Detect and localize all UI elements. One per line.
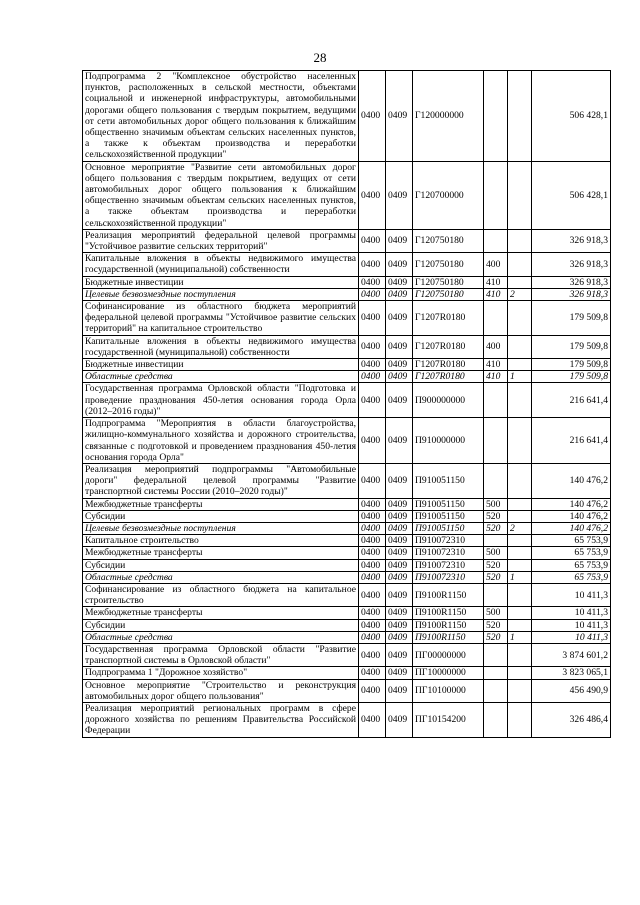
row-expense-type-cell [484, 679, 508, 702]
row-funding-source-cell [508, 583, 532, 606]
row-funding-source-cell [508, 498, 532, 510]
row-funding-source-cell [508, 276, 532, 288]
table-row [83, 522, 611, 534]
row-section-cell: 0400 [359, 418, 386, 464]
row-section-cell: 0400 [359, 463, 386, 498]
row-amount-cell: 3 874 601,2 [532, 643, 611, 666]
row-funding-source-cell [508, 383, 532, 418]
row-funding-source-cell [508, 510, 532, 522]
row-target-cell: П9100R1150 [413, 631, 484, 643]
row-target-cell: Г120700000 [413, 161, 484, 229]
row-name-cell: Межбюджетные трансферты [83, 547, 359, 559]
row-section-cell: 0400 [359, 667, 386, 679]
row-funding-source-cell [508, 301, 532, 336]
row-subsection-cell: 0409 [386, 253, 413, 276]
row-expense-type-cell [484, 667, 508, 679]
row-subsection-cell: 0409 [386, 619, 413, 631]
table-row [83, 679, 611, 702]
row-name-cell: Целевые безвозмездные поступления [83, 522, 359, 534]
row-section-cell: 0400 [359, 276, 386, 288]
row-target-cell: ПГ00000000 [413, 643, 484, 666]
row-target-cell: Г120750180 [413, 253, 484, 276]
row-funding-source-cell [508, 335, 532, 358]
row-target-cell: ПГ10000000 [413, 667, 484, 679]
row-target-cell: ПГ10154200 [413, 702, 484, 737]
row-amount-cell: 326 918,3 [532, 253, 611, 276]
row-name-cell: Целевые безвозмездные поступления [83, 288, 359, 300]
row-subsection-cell: 0409 [386, 276, 413, 288]
row-subsection-cell: 0409 [386, 498, 413, 510]
row-section-cell: 0400 [359, 71, 386, 162]
row-target-cell: П900000000 [413, 383, 484, 418]
table-row [83, 607, 611, 619]
row-expense-type-cell [484, 229, 508, 252]
table-row [83, 571, 611, 583]
table-row [83, 510, 611, 522]
row-subsection-cell: 0409 [386, 522, 413, 534]
row-funding-source-cell [508, 619, 532, 631]
row-target-cell: Г1207R0180 [413, 301, 484, 336]
row-amount-cell: 179 509,8 [532, 359, 611, 371]
row-subsection-cell: 0409 [386, 359, 413, 371]
row-expense-type-cell [484, 702, 508, 737]
row-name-cell: Капитальные вложения в объекты недвижимого имущества государственной (муниципальной) собственности [83, 335, 359, 358]
row-section-cell: 0400 [359, 679, 386, 702]
table-row [83, 229, 611, 252]
row-expense-type-cell: 520 [484, 571, 508, 583]
row-funding-source-cell [508, 559, 532, 571]
row-name-cell: Бюджетные инвестиции [83, 276, 359, 288]
row-subsection-cell: 0409 [386, 510, 413, 522]
row-target-cell: П910051150 [413, 463, 484, 498]
row-expense-type-cell: 400 [484, 253, 508, 276]
row-amount-cell: 140 476,2 [532, 463, 611, 498]
row-expense-type-cell: 500 [484, 547, 508, 559]
row-section-cell: 0400 [359, 559, 386, 571]
row-section-cell: 0400 [359, 371, 386, 383]
row-target-cell: Г120000000 [413, 71, 484, 162]
row-subsection-cell: 0409 [386, 583, 413, 606]
table-row [83, 276, 611, 288]
row-section-cell: 0400 [359, 547, 386, 559]
table-row [83, 301, 611, 336]
row-section-cell: 0400 [359, 229, 386, 252]
row-section-cell: 0400 [359, 498, 386, 510]
row-funding-source-cell: 1 [508, 371, 532, 383]
row-section-cell: 0400 [359, 522, 386, 534]
row-funding-source-cell [508, 679, 532, 702]
table-row [83, 643, 611, 666]
row-target-cell: Г120750180 [413, 288, 484, 300]
table-row [83, 418, 611, 464]
table-row [83, 383, 611, 418]
row-amount-cell: 326 486,4 [532, 702, 611, 737]
row-amount-cell: 140 476,2 [532, 522, 611, 534]
table-row [83, 619, 611, 631]
row-funding-source-cell: 1 [508, 571, 532, 583]
row-name-cell: Подпрограмма 2 "Комплексное обустройство населенных пунктов, расположенных в сельской местности, объектами социальной и инженерной инфраструктуры, автомобильными дорогами общего пользования с твердым покрытием, ведущими от сети автомобильных дорог общего пользования к ближайшим общественно значимым объектам сельских населенных пунктов, а также к объектам производства и переработки сельскохозяйственной продукции" [83, 71, 359, 162]
row-expense-type-cell: 500 [484, 607, 508, 619]
row-funding-source-cell: 1 [508, 631, 532, 643]
table-row [83, 161, 611, 229]
row-section-cell: 0400 [359, 359, 386, 371]
row-expense-type-cell [484, 583, 508, 606]
row-amount-cell: 10 411,3 [532, 607, 611, 619]
row-name-cell: Бюджетные инвестиции [83, 359, 359, 371]
row-expense-type-cell: 520 [484, 631, 508, 643]
row-section-cell: 0400 [359, 253, 386, 276]
row-subsection-cell: 0409 [386, 383, 413, 418]
row-name-cell: Основное мероприятие "Развитие сети автомобильных дорог общего пользования с твердым покрытием, ведущих от сети автомобильных дорог общего пользования к ближайшим общественно значимым объектам сельских населенных пунктов, а также объектам производства и переработки сельскохозяйственной продукции" [83, 161, 359, 229]
row-section-cell: 0400 [359, 619, 386, 631]
row-amount-cell: 456 490,9 [532, 679, 611, 702]
row-subsection-cell: 0409 [386, 301, 413, 336]
row-section-cell: 0400 [359, 383, 386, 418]
row-name-cell: Государственная программа Орловской области "Развитие транспортной системы в Орловской области" [83, 643, 359, 666]
row-amount-cell: 65 753,9 [532, 547, 611, 559]
row-expense-type-cell: 520 [484, 619, 508, 631]
row-target-cell: П910051150 [413, 522, 484, 534]
row-name-cell: Подпрограмма 1 "Дорожное хозяйство" [83, 667, 359, 679]
row-amount-cell: 216 641,4 [532, 418, 611, 464]
row-section-cell: 0400 [359, 335, 386, 358]
row-funding-source-cell [508, 253, 532, 276]
table-row [83, 253, 611, 276]
row-expense-type-cell [484, 71, 508, 162]
row-expense-type-cell: 520 [484, 510, 508, 522]
row-subsection-cell: 0409 [386, 607, 413, 619]
row-section-cell: 0400 [359, 607, 386, 619]
row-funding-source-cell [508, 161, 532, 229]
row-amount-cell: 10 411,3 [532, 619, 611, 631]
row-expense-type-cell [484, 643, 508, 666]
row-amount-cell: 326 918,3 [532, 276, 611, 288]
row-target-cell: Г120750180 [413, 229, 484, 252]
row-funding-source-cell [508, 547, 532, 559]
row-section-cell: 0400 [359, 510, 386, 522]
row-name-cell: Софинансирование из областного бюджета на капитальное строительство [83, 583, 359, 606]
budget-table-body [83, 71, 611, 738]
row-target-cell: П910072310 [413, 535, 484, 547]
row-amount-cell: 179 509,8 [532, 371, 611, 383]
row-name-cell: Капитальные вложения в объекты недвижимого имущества государственной (муниципальной) собственности [83, 253, 359, 276]
row-name-cell: Областные средства [83, 371, 359, 383]
row-section-cell: 0400 [359, 288, 386, 300]
row-expense-type-cell: 520 [484, 522, 508, 534]
row-name-cell: Государственная программа Орловской области "Подготовка и проведение празднования 450-летия основания города Орла (2012–2016 годы)" [83, 383, 359, 418]
row-amount-cell: 65 753,9 [532, 571, 611, 583]
row-funding-source-cell: 2 [508, 522, 532, 534]
row-amount-cell: 10 411,3 [532, 631, 611, 643]
table-row [83, 702, 611, 737]
row-target-cell: Г1207R0180 [413, 371, 484, 383]
row-subsection-cell: 0409 [386, 631, 413, 643]
row-subsection-cell: 0409 [386, 71, 413, 162]
table-row [83, 498, 611, 510]
row-funding-source-cell [508, 359, 532, 371]
row-subsection-cell: 0409 [386, 667, 413, 679]
table-row [83, 631, 611, 643]
row-subsection-cell: 0409 [386, 679, 413, 702]
row-subsection-cell: 0409 [386, 571, 413, 583]
row-expense-type-cell [484, 161, 508, 229]
row-expense-type-cell [484, 463, 508, 498]
table-row [83, 463, 611, 498]
row-subsection-cell: 0409 [386, 559, 413, 571]
row-section-cell: 0400 [359, 161, 386, 229]
page-number: 28 [313, 50, 327, 65]
row-target-cell: ПГ10100000 [413, 679, 484, 702]
row-funding-source-cell [508, 607, 532, 619]
row-amount-cell: 140 476,2 [532, 510, 611, 522]
table-row [83, 667, 611, 679]
row-expense-type-cell: 500 [484, 498, 508, 510]
row-name-cell: Межбюджетные трансферты [83, 498, 359, 510]
row-section-cell: 0400 [359, 583, 386, 606]
row-name-cell: Межбюджетные трансферты [83, 607, 359, 619]
row-name-cell: Реализация мероприятий подпрограммы "Автомобильные дороги" федеральной целевой программы "Развитие транспортной системы России (2010–2020 годы)" [83, 463, 359, 498]
table-row [83, 547, 611, 559]
row-funding-source-cell [508, 643, 532, 666]
row-funding-source-cell [508, 535, 532, 547]
row-subsection-cell: 0409 [386, 463, 413, 498]
row-name-cell: Областные средства [83, 571, 359, 583]
row-expense-type-cell: 410 [484, 276, 508, 288]
row-section-cell: 0400 [359, 702, 386, 737]
row-subsection-cell: 0409 [386, 161, 413, 229]
row-target-cell: Г1207R0180 [413, 359, 484, 371]
row-subsection-cell: 0409 [386, 229, 413, 252]
row-expense-type-cell: 410 [484, 288, 508, 300]
row-amount-cell: 65 753,9 [532, 535, 611, 547]
row-section-cell: 0400 [359, 643, 386, 666]
row-subsection-cell: 0409 [386, 535, 413, 547]
row-name-cell: Субсидии [83, 619, 359, 631]
row-target-cell: П910000000 [413, 418, 484, 464]
row-amount-cell: 65 753,9 [532, 559, 611, 571]
row-subsection-cell: 0409 [386, 335, 413, 358]
row-expense-type-cell [484, 383, 508, 418]
row-amount-cell: 10 411,3 [532, 583, 611, 606]
table-row [83, 359, 611, 371]
row-name-cell: Реализация мероприятий федеральной целевой программы "Устойчивое развитие сельских территорий" [83, 229, 359, 252]
table-row [83, 288, 611, 300]
row-target-cell: П910072310 [413, 559, 484, 571]
row-name-cell: Капитальное строительство [83, 535, 359, 547]
row-funding-source-cell [508, 463, 532, 498]
table-row [83, 371, 611, 383]
row-subsection-cell: 0409 [386, 418, 413, 464]
row-funding-source-cell: 2 [508, 288, 532, 300]
row-subsection-cell: 0409 [386, 702, 413, 737]
budget-table [82, 70, 611, 738]
row-target-cell: Г1207R0180 [413, 335, 484, 358]
row-funding-source-cell [508, 418, 532, 464]
row-target-cell: П9100R1150 [413, 583, 484, 606]
row-subsection-cell: 0409 [386, 547, 413, 559]
row-target-cell: П910051150 [413, 510, 484, 522]
row-name-cell: Субсидии [83, 559, 359, 571]
row-expense-type-cell: 410 [484, 371, 508, 383]
row-name-cell: Софинансирование из областного бюджета мероприятий федеральной целевой программы "Устойчивое развитие сельских территорий" на капитальное строительство [83, 301, 359, 336]
row-target-cell: П9100R1150 [413, 619, 484, 631]
row-section-cell: 0400 [359, 535, 386, 547]
row-funding-source-cell [508, 229, 532, 252]
table-row [83, 535, 611, 547]
table-row [83, 583, 611, 606]
row-amount-cell: 506 428,1 [532, 161, 611, 229]
row-amount-cell: 140 476,2 [532, 498, 611, 510]
row-target-cell: П910051150 [413, 498, 484, 510]
row-amount-cell: 326 918,3 [532, 229, 611, 252]
row-name-cell: Реализация мероприятий региональных программ в сфере дорожного хозяйства по решениям Правительства Российской Федерации [83, 702, 359, 737]
table-row [83, 335, 611, 358]
row-amount-cell: 179 509,8 [532, 335, 611, 358]
row-expense-type-cell [484, 301, 508, 336]
row-name-cell: Областные средства [83, 631, 359, 643]
row-expense-type-cell: 410 [484, 359, 508, 371]
row-target-cell: П910072310 [413, 547, 484, 559]
row-expense-type-cell [484, 418, 508, 464]
row-subsection-cell: 0409 [386, 371, 413, 383]
row-amount-cell: 216 641,4 [532, 383, 611, 418]
row-funding-source-cell [508, 71, 532, 162]
table-row [83, 71, 611, 162]
row-amount-cell: 326 918,3 [532, 288, 611, 300]
row-section-cell: 0400 [359, 301, 386, 336]
row-funding-source-cell [508, 667, 532, 679]
row-subsection-cell: 0409 [386, 643, 413, 666]
row-amount-cell: 3 823 065,1 [532, 667, 611, 679]
row-name-cell: Подпрограмма "Мероприятия в области благоустройства, жилищно-коммунального хозяйства и дорожного строительства, связанные с подготовкой и проведением празднования 450-летия основания города Орла" [83, 418, 359, 464]
row-target-cell: Г120750180 [413, 276, 484, 288]
row-subsection-cell: 0409 [386, 288, 413, 300]
table-row [83, 559, 611, 571]
row-name-cell: Основное мероприятие "Строительство и реконструкция автомобильных дорог общего пользования" [83, 679, 359, 702]
row-amount-cell: 506 428,1 [532, 71, 611, 162]
row-amount-cell: 179 509,8 [532, 301, 611, 336]
row-expense-type-cell [484, 535, 508, 547]
row-expense-type-cell: 400 [484, 335, 508, 358]
row-section-cell: 0400 [359, 571, 386, 583]
row-name-cell: Субсидии [83, 510, 359, 522]
row-section-cell: 0400 [359, 631, 386, 643]
row-target-cell: П9100R1150 [413, 607, 484, 619]
row-target-cell: П910072310 [413, 571, 484, 583]
row-expense-type-cell: 520 [484, 559, 508, 571]
row-funding-source-cell [508, 702, 532, 737]
